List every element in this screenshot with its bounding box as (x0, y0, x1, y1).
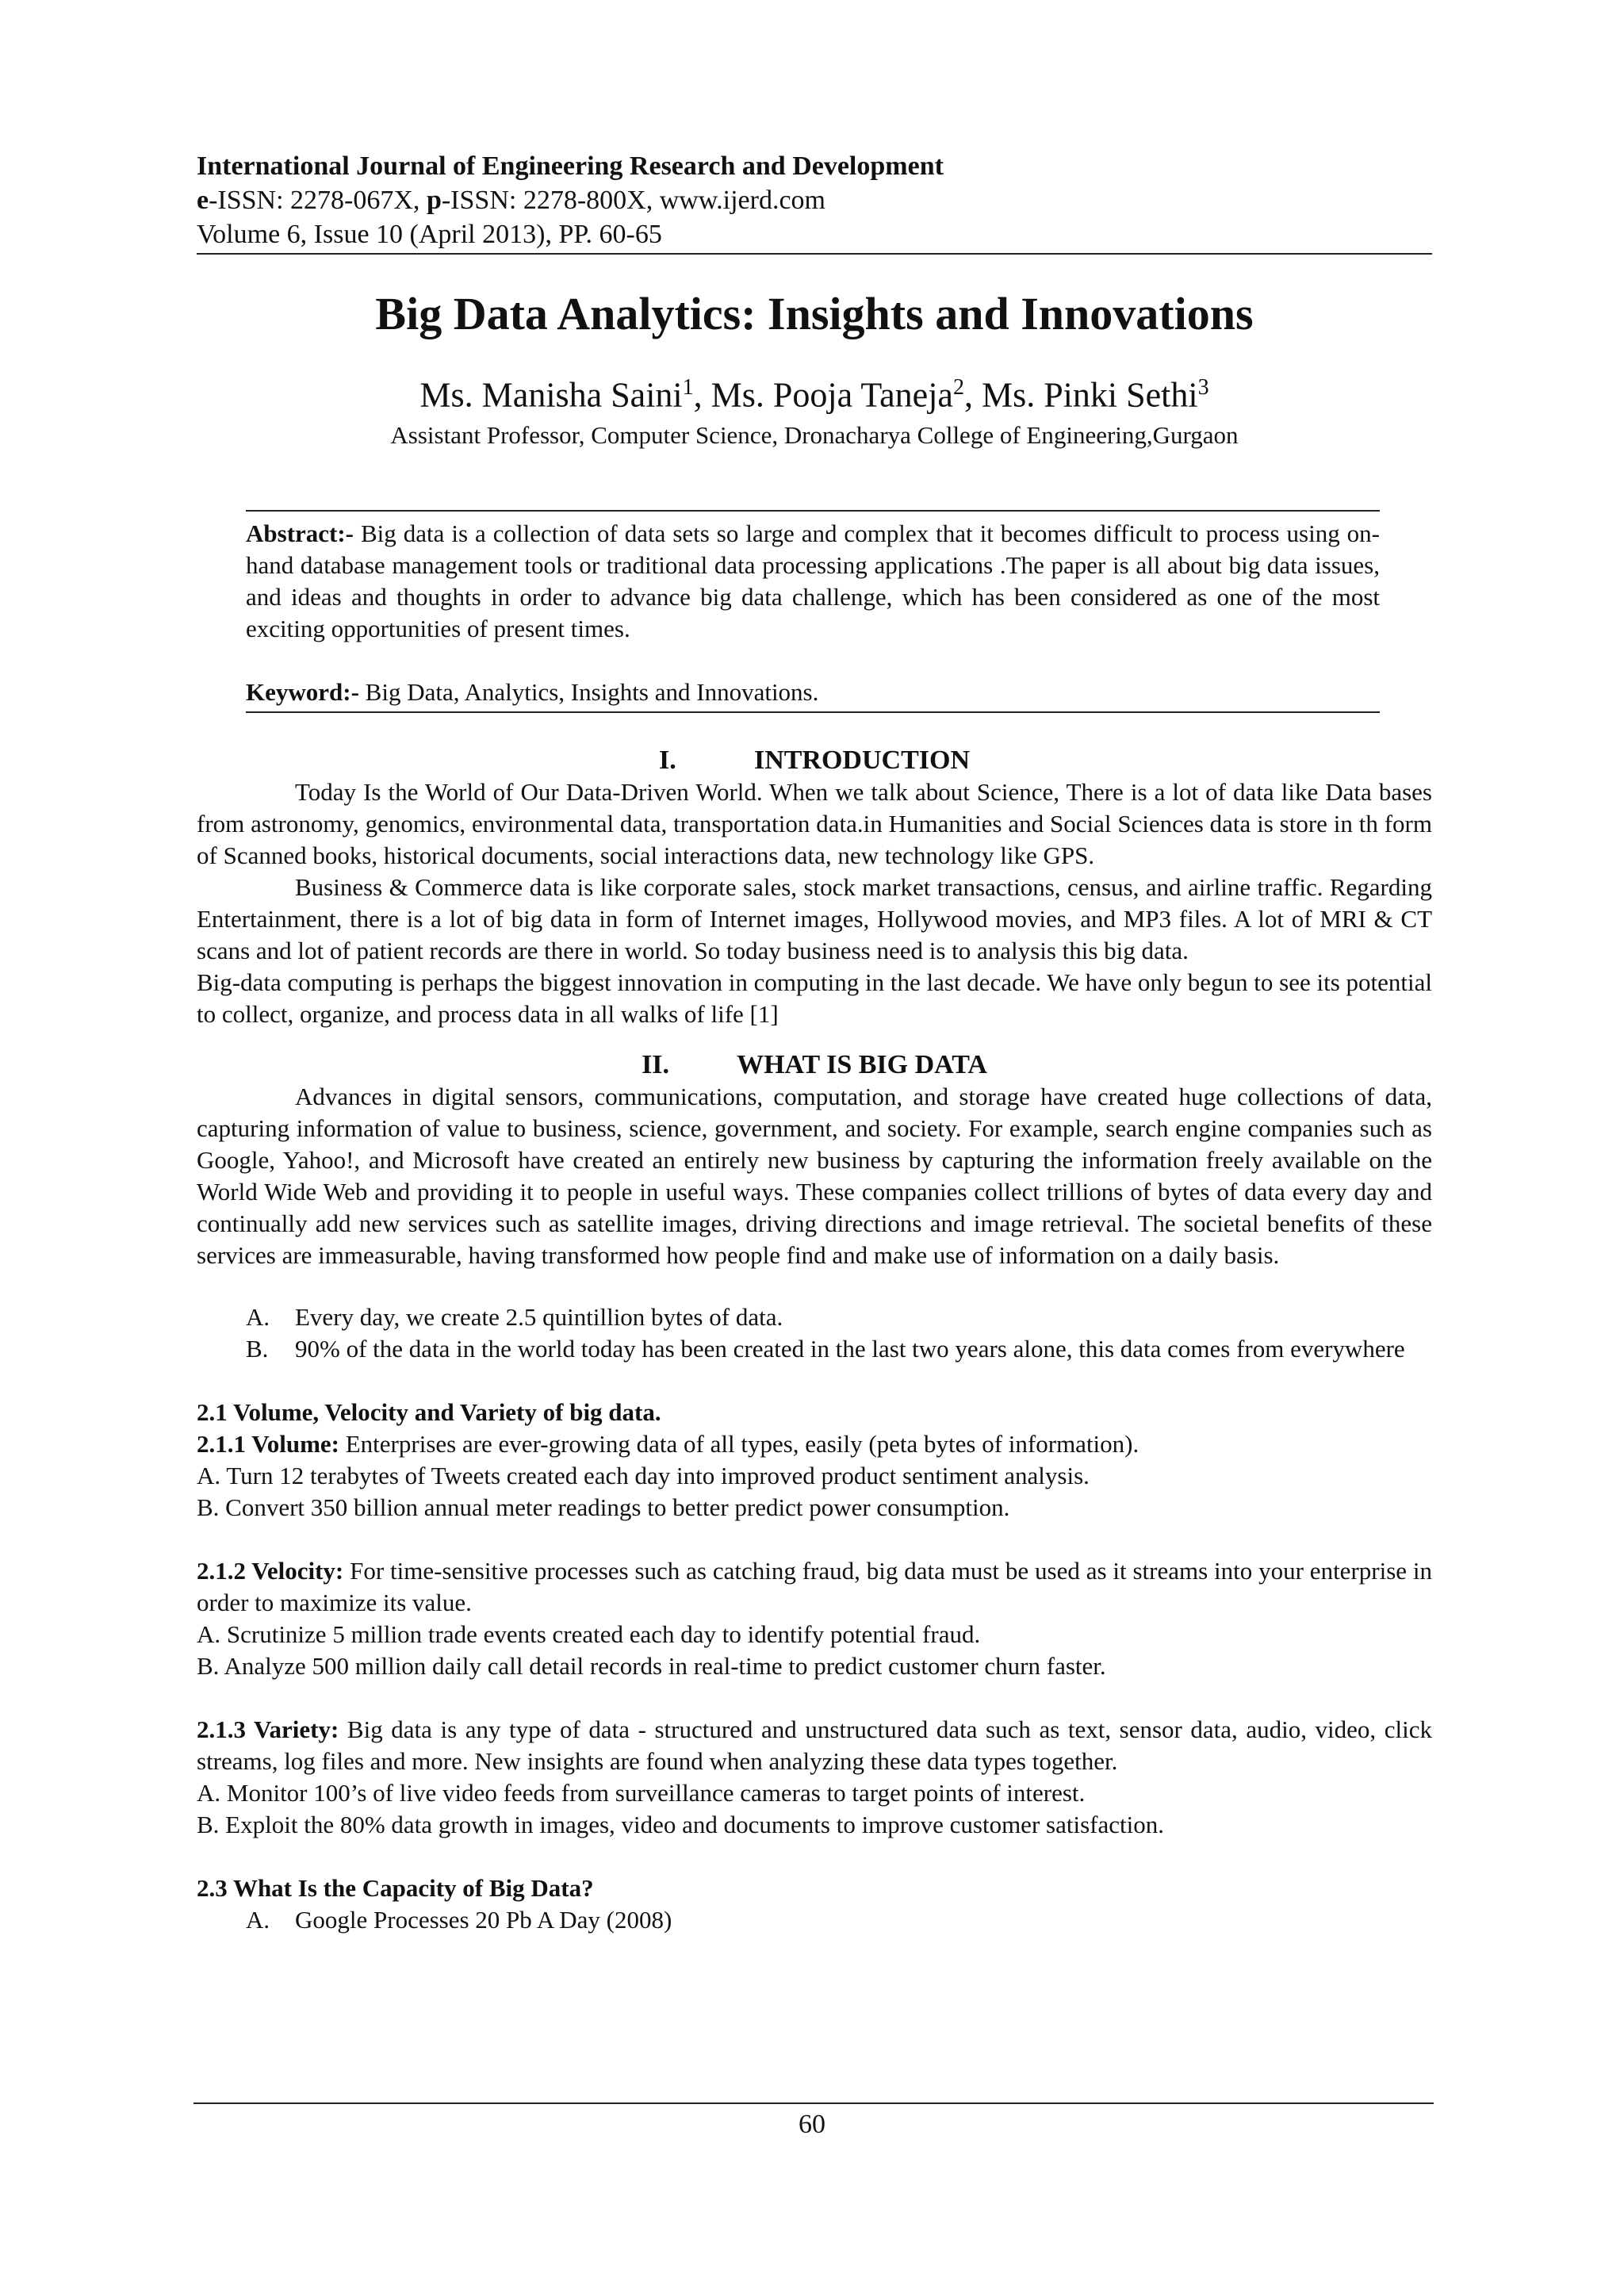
section-title: WHAT IS BIG DATA (737, 1049, 987, 1079)
journal-name: International Journal of Engineering Research and Development (197, 151, 944, 181)
header-rule (197, 253, 1432, 255)
section-title: INTRODUCTION (753, 745, 971, 775)
volume-label: 2.1.1 Volume: (197, 1429, 339, 1458)
subsection-velocity (197, 1555, 1432, 1682)
list-item (197, 1301, 1432, 1333)
section-number: I. (658, 745, 676, 775)
subsection-capacity (197, 1872, 1432, 1936)
subsection-title (197, 1397, 1432, 1428)
fact-list (197, 1301, 1432, 1365)
keywords-text: Big Data, Analytics, Insights and Innovations. (358, 677, 819, 706)
intro-paragraph: Business & Commerce data is like corporate sales, stock market transactions, census, and airline traffic. Regarding Entertainment, there is a lot of big data in form of Internet images, Hollywood movies, and MP3 files. A lot of MRI & CT scans and lot of patient records are there in world. So today business need is to analysis this big data. (197, 872, 1432, 964)
issn-line (197, 183, 1432, 217)
velocity-paragraph (197, 1555, 1432, 1619)
subsection-variety (197, 1714, 1432, 1841)
section-heading (197, 1049, 1432, 1081)
author-name: Ms. Manisha Saini (419, 375, 683, 415)
affiliation: Assistant Professor, Computer Science, Dronacharya College of Engineering,Gurgaon (390, 420, 1239, 449)
variety-paragraph (197, 1714, 1432, 1777)
intro-paragraph: Today Is the World of Our Data-Driven World. When we talk about Science, There is a lot of data like Data bases from astronomy, genomics, environmental data, transportation data.in Humanities and Social Sciences data is store in th form of Scanned books, historical documents, social interactions data, new technology like GPS. (197, 777, 1432, 869)
volume-item: B. Convert 350 billion annual meter readings to better predict power consumption. (197, 1493, 1010, 1521)
author-sup: 2 (952, 375, 964, 400)
issn-e-text: -ISSN: 2278-067X, (209, 186, 427, 215)
journal-header (197, 149, 1432, 251)
section-number: II. (642, 1049, 670, 1079)
abstract (246, 518, 1380, 645)
list-marker: A. (246, 1905, 270, 1934)
velocity-item: B. Analyze 500 million daily call detail records in real-time to predict customer churn faster. (197, 1651, 1106, 1680)
subsection-volume (197, 1397, 1432, 1524)
author-sup: 3 (1197, 375, 1209, 400)
keywords-label: Keyword:- (246, 677, 359, 706)
list-item (197, 1904, 1432, 1936)
author-list: Ms. Manisha Saini$^1$, Ms. Pooja Taneja$^2$, Ms. Pinki Sethi$^3$ (419, 375, 1209, 415)
volume-item: A. Turn 12 terabytes of Tweets created each day into improved product sentiment analysis. (197, 1461, 1090, 1489)
list-marker: B. (246, 1334, 269, 1363)
variety-label: 2.1.3 Variety: (197, 1715, 339, 1743)
footer-rule (193, 2102, 1434, 2104)
capacity-list (197, 1904, 1432, 1936)
issn-p-prefix: p (426, 186, 442, 215)
variety-item: B. Exploit the 80% data growth in images, video and documents to improve customer satisfaction. (197, 1810, 1164, 1838)
author-name: Ms. Pooja Taneja (710, 375, 953, 415)
author-name: Ms. Pinki Sethi (981, 375, 1198, 415)
abstract-box (246, 510, 1380, 713)
subsection-title-text: 2.3 What Is the Capacity of Big Data? (197, 1873, 594, 1902)
section-heading (197, 745, 1432, 776)
issn-p-text: -ISSN: 2278-800X, www.ijerd.com (441, 186, 825, 215)
paper-title: Big Data Analytics: Insights and Innovations (375, 288, 1254, 339)
variety-item: A. Monitor 100’s of live video feeds from surveillance cameras to target points of interest. (197, 1778, 1086, 1807)
variety-text: Big data is any type of data - structured and unstructured data such as text, sensor data, audio, video, click streams, log files and more. New insights are found when analyzing these data types together. (197, 1715, 1432, 1775)
volume-paragraph (197, 1428, 1432, 1460)
issn-e-prefix: e (197, 186, 209, 215)
list-item-text: 90% of the data in the world today has been created in the last two years alone, this data comes from everywhere (295, 1334, 1405, 1363)
list-item (197, 1333, 1432, 1365)
volume-text: Enterprises are ever-growing data of all types, easily (peta bytes of information). (339, 1429, 1139, 1458)
body-paragraph: Advances in digital sensors, communications, computation, and storage have created huge collections of data, capturing information of value to business, science, government, and society. For example, search engine companies such as Google, Yahoo!, and Microsoft have created an entirely new business by capturing the information freely available on the World Wide Web and providing it to people in useful ways. These companies collect trillions of bytes of data every day and continually add new services such as satellite images, driving directions and image retrieval. The societal benefits of these services are immeasurable, having transformed how people find and make use of information on a daily basis. (197, 1082, 1432, 1269)
subsection-title-text: 2.1 Volume, Velocity and Variety of big data. (197, 1397, 661, 1426)
abstract-text: Big data is a collection of data sets so large and complex that it becomes difficult to process using on-hand database management tools or traditional data processing applications .The paper is all about big data issues, and ideas and thoughts in order to advance big data challenge, which has been considered as one of the most exciting opportunities of present times. (246, 519, 1380, 642)
list-item-text: Every day, we create 2.5 quintillion bytes of data. (295, 1302, 783, 1331)
keywords (246, 677, 1380, 708)
velocity-item: A. Scrutinize 5 million trade events created each day to identify potential fraud. (197, 1619, 981, 1648)
volume-line: Volume 6, Issue 10 (April 2013), PP. 60-65 (197, 220, 662, 249)
paper-page (197, 149, 1432, 1936)
page-number: 60 (799, 2110, 825, 2139)
intro-paragraph: Big-data computing is perhaps the biggest innovation in computing in the last decade. We have only begun to see its potential to collect, organize, and process data in all walks of life [1] (197, 968, 1432, 1028)
velocity-text: For time-sensitive processes such as catching fraud, big data must be used as it streams into your enterprise in order to maximize its value. (197, 1556, 1433, 1616)
abstract-label: Abstract:- (246, 519, 354, 547)
list-marker: A. (246, 1302, 270, 1331)
list-item-text: Google Processes 20 Pb A Day (2008) (295, 1905, 672, 1934)
author-sup: 1 (682, 375, 694, 400)
velocity-label: 2.1.2 Velocity: (197, 1556, 344, 1585)
subsection-title (197, 1872, 1432, 1904)
